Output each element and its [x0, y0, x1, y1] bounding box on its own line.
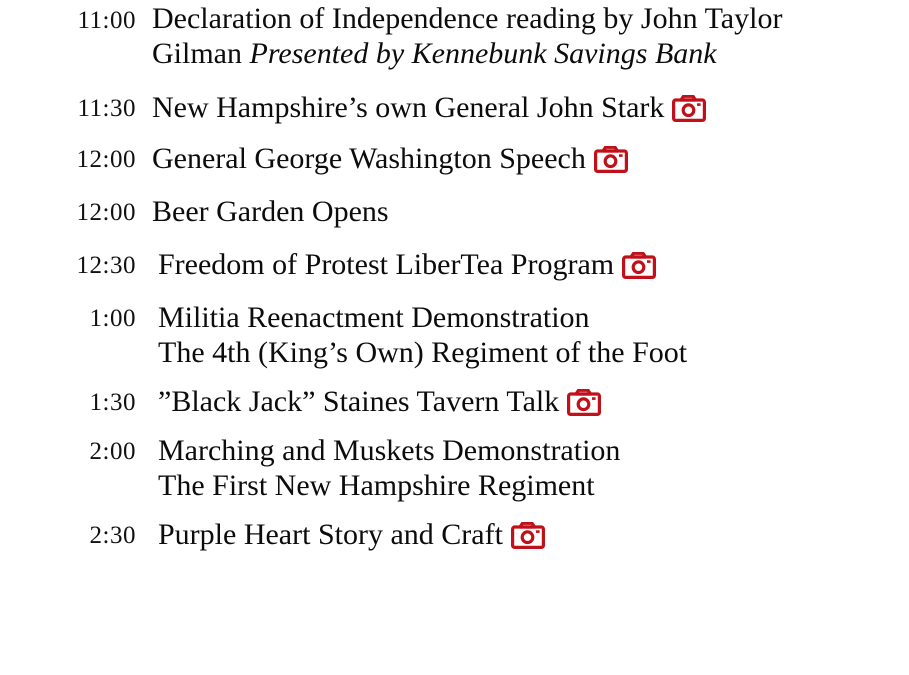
event-description-line: General George Washington Speech: [152, 141, 586, 175]
event-description-line: The 4th (King’s Own) Regiment of the Foot: [158, 336, 688, 370]
camera-icon: [594, 146, 628, 173]
event-time: 2:00: [89, 438, 136, 466]
event-description: [152, 384, 909, 419]
event-time: 1:00: [89, 304, 136, 332]
camera-icon: [567, 389, 601, 416]
event-description: [152, 2, 909, 72]
event-sponsor-text: Presented by Kennebunk Savings Bank: [249, 36, 717, 70]
event-description-line: Freedom of Protest LiberTea Program: [158, 247, 615, 281]
event-time: 1:30: [89, 389, 136, 417]
event-time: 11:00: [77, 7, 136, 34]
event-description-line: New Hampshire’s own General John Stark: [152, 90, 665, 124]
event-time: 2:30: [89, 522, 136, 550]
event-description-line: Marching and Muskets Demonstration: [158, 434, 621, 468]
schedule-row: [0, 90, 909, 125]
event-description: [152, 517, 909, 552]
camera-icon: [511, 522, 545, 549]
event-description-text: Gilman: [152, 36, 250, 70]
schedule-row: [0, 194, 909, 229]
schedule-row: [0, 2, 909, 72]
event-time: 12:00: [76, 145, 136, 173]
event-description: [152, 141, 909, 176]
schedule-row: [0, 300, 909, 370]
event-description-line: The First New Hampshire Regiment: [158, 469, 595, 503]
schedule-row: [0, 141, 909, 176]
camera-icon: [672, 95, 706, 122]
event-time: 11:30: [77, 94, 136, 122]
event-description: [152, 300, 909, 370]
event-time: 12:00: [76, 198, 136, 226]
event-description-line: Purple Heart Story and Craft: [158, 518, 503, 552]
event-description-line: Militia Reenactment Demonstration: [158, 300, 590, 334]
schedule-row: [0, 247, 909, 282]
event-description-line: Beer Garden Opens: [152, 194, 389, 228]
schedule-row: [0, 384, 909, 419]
event-description: [152, 433, 909, 503]
event-description-line: Declaration of Independence reading by John Taylor: [152, 2, 783, 35]
event-description: [152, 194, 909, 229]
schedule-row: [0, 517, 909, 552]
schedule-row: [0, 433, 909, 503]
event-description-line: ”Black Jack” Staines Tavern Talk: [158, 385, 560, 419]
event-description-line: [152, 37, 889, 72]
event-description: [152, 247, 909, 282]
event-description: [152, 90, 909, 125]
event-time: 12:30: [76, 251, 136, 279]
camera-icon: [622, 252, 656, 279]
